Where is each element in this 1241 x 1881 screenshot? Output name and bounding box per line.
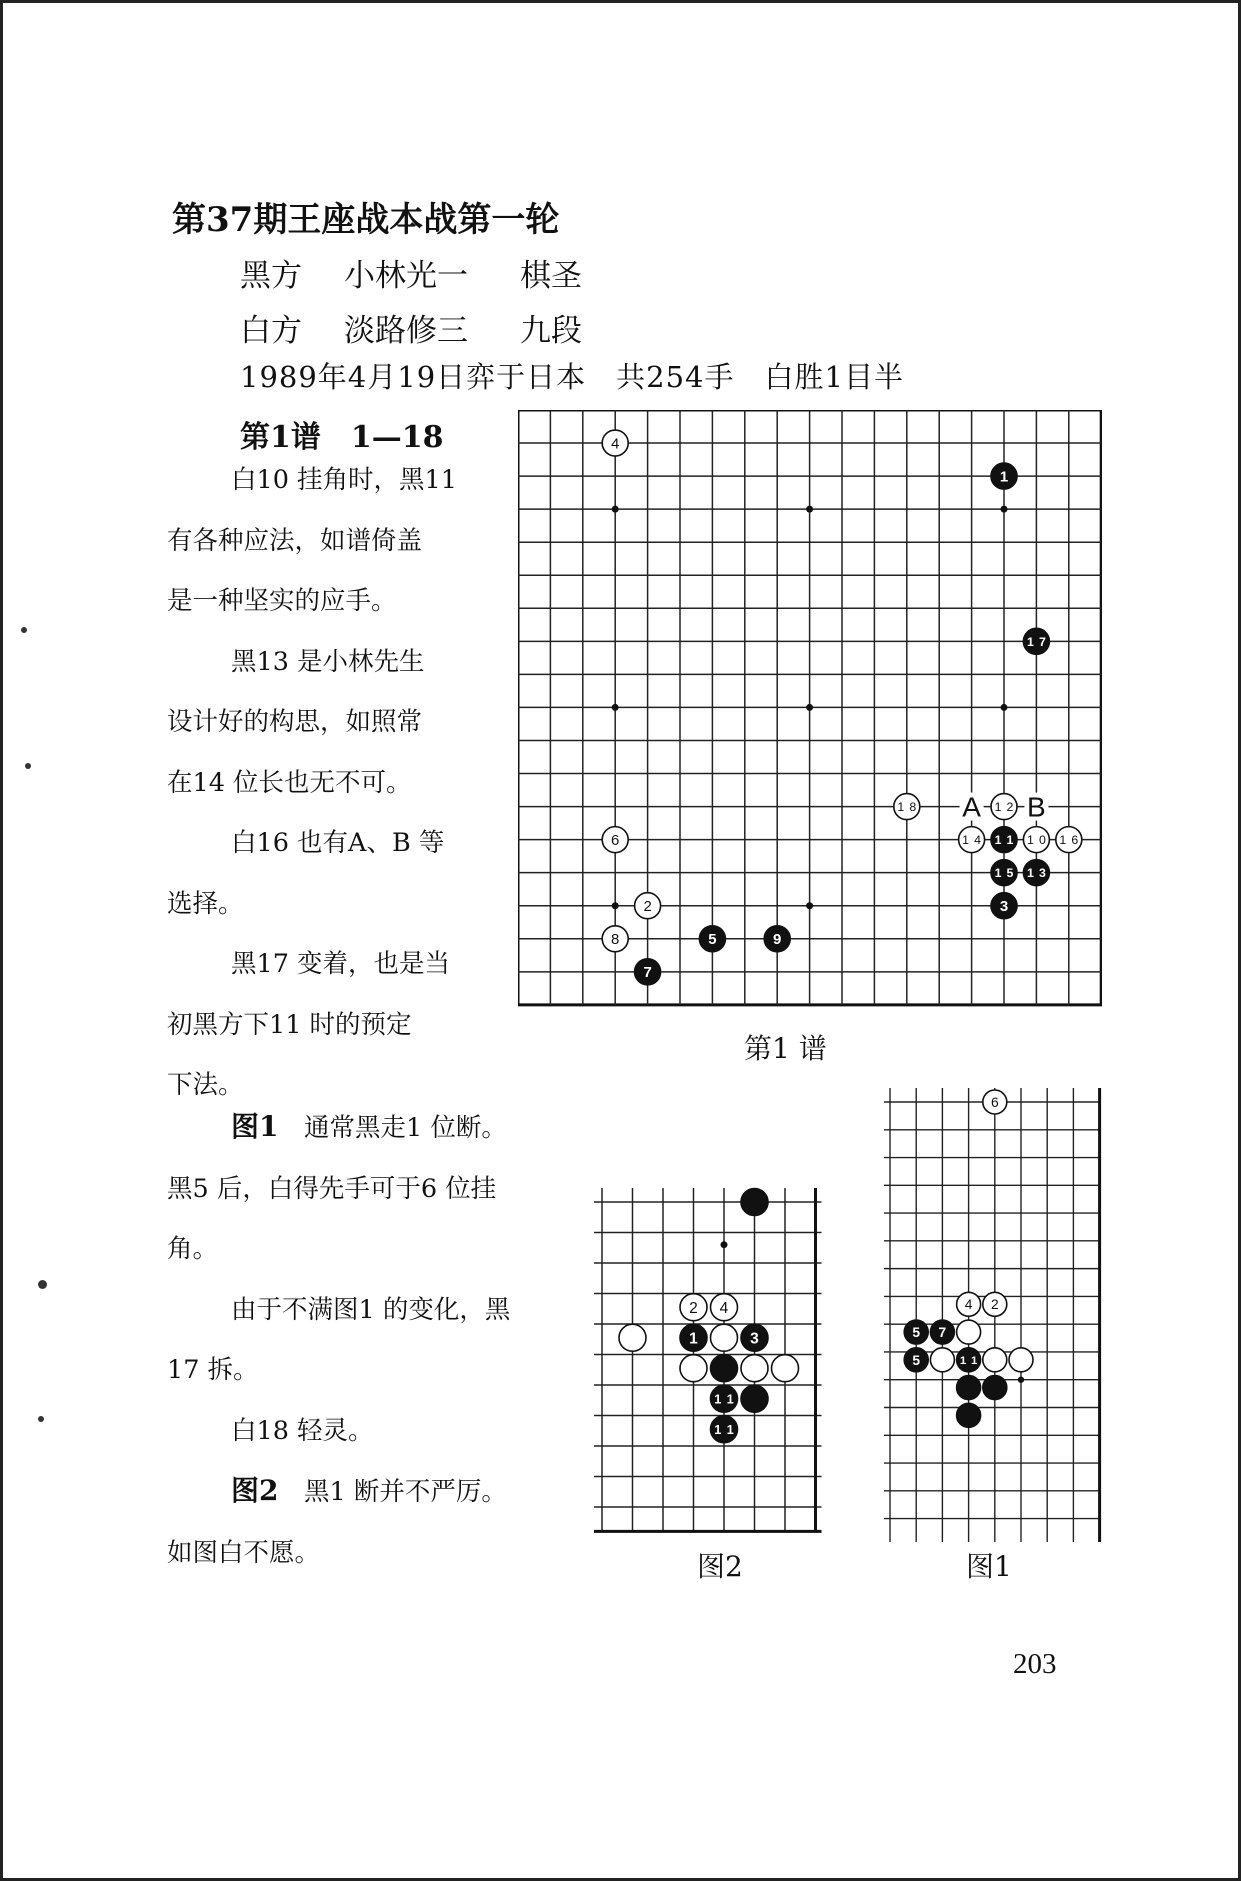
- commentary-line: [167, 1523, 510, 1584]
- move-number: 1: [999, 468, 1009, 486]
- move-number: 5: [912, 1352, 921, 1368]
- white-stone: [959, 827, 985, 853]
- scan-speck: [38, 1280, 47, 1289]
- star-point: [806, 902, 813, 909]
- black-stone: [991, 463, 1017, 489]
- black-stone: [711, 1416, 738, 1443]
- white-stone: [1023, 827, 1049, 853]
- black-stone: [991, 827, 1017, 853]
- white-rank: 九段: [520, 313, 582, 349]
- fig1-go-board: [884, 1088, 1106, 1542]
- commentary-line: 白16 也有A、B 等: [231, 828, 445, 858]
- white-stone: [711, 1324, 738, 1351]
- move-number: 7: [938, 1325, 947, 1341]
- star-point: [1018, 1377, 1024, 1383]
- star-point: [612, 506, 619, 513]
- black-stone: [711, 1385, 738, 1412]
- commentary-line: [167, 1461, 510, 1523]
- white-stone: [680, 1294, 707, 1321]
- white-player-line: [240, 305, 740, 349]
- black-stone: [983, 1376, 1007, 1400]
- white-stone: [983, 1090, 1007, 1114]
- position-letter: A: [962, 791, 981, 823]
- white-stone: [983, 1292, 1007, 1316]
- position-letter: B: [1027, 791, 1046, 823]
- star-point: [1001, 704, 1008, 711]
- record-title: 第1谱 1—18: [240, 420, 444, 455]
- black-stone: [741, 1385, 768, 1412]
- stone-disc: [711, 1324, 738, 1351]
- scan-speck: [25, 763, 31, 769]
- star-point: [806, 506, 813, 513]
- stone-disc: [1009, 1348, 1033, 1372]
- move-number: 15: [994, 866, 1014, 881]
- commentary-line: 在14 位长也无不可。: [167, 767, 412, 798]
- scan-speck: [21, 627, 27, 633]
- white-stone: [602, 926, 628, 952]
- star-point: [721, 1241, 728, 1248]
- white-stone: [1009, 1348, 1033, 1372]
- move-number: 14: [962, 833, 982, 848]
- white-stone: [619, 1324, 646, 1351]
- black-stone: [764, 926, 790, 952]
- move-number: 4: [719, 1299, 729, 1317]
- white-label: 白方: [240, 313, 302, 349]
- move-number: 8: [611, 931, 620, 949]
- black-stone: [1023, 860, 1049, 886]
- fig2-caption: 图2: [697, 1550, 743, 1583]
- stone-disc: [957, 1376, 981, 1400]
- move-number: 13: [1026, 866, 1046, 881]
- move-number: 18: [897, 800, 917, 815]
- stone-disc: [930, 1348, 954, 1372]
- white-stone: [711, 1294, 738, 1321]
- move-number: 11: [959, 1354, 978, 1367]
- commentary-line: [167, 1280, 510, 1341]
- white-stone: [957, 1292, 981, 1316]
- star-point: [1001, 506, 1008, 513]
- commentary-line: 下法。: [167, 1070, 244, 1100]
- move-number: 4: [964, 1297, 973, 1313]
- black-stone: [957, 1403, 981, 1427]
- move-number: 5: [912, 1325, 921, 1341]
- white-stone: [983, 1348, 1007, 1372]
- commentary-text: 黑5 后，白得先手可于6 位挂: [167, 1173, 497, 1204]
- main-board-caption: 第1 谱: [744, 1032, 827, 1065]
- black-stone: [957, 1348, 981, 1372]
- commentary-text: 如图白不愿。: [167, 1537, 321, 1568]
- commentary-line: [167, 1401, 510, 1462]
- stone-disc: [741, 1189, 768, 1216]
- commentary-line: 有各种应法，如谱倚盖: [167, 525, 423, 556]
- commentary-text: 黑1 断并不严厉。: [278, 1477, 507, 1507]
- stone-disc: [741, 1385, 768, 1412]
- stone-disc: [983, 1376, 1007, 1400]
- scan-speck: [38, 1416, 44, 1422]
- commentary-line: [167, 1159, 510, 1220]
- move-number: 6: [611, 832, 620, 850]
- white-stone: [602, 827, 628, 853]
- black-label: 黑方: [240, 258, 302, 294]
- star-point: [806, 704, 813, 711]
- move-number: 11: [714, 1421, 734, 1437]
- commentary-line: 初黑方下11 时的预定: [167, 1009, 412, 1040]
- white-stone: [772, 1355, 799, 1382]
- commentary-line: [167, 1340, 510, 1401]
- commentary-line: [167, 1097, 510, 1159]
- black-stone: [930, 1320, 954, 1344]
- stone-disc: [619, 1324, 646, 1351]
- commentary-line: 是一种坚实的应手。: [167, 586, 397, 616]
- move-number: 5: [708, 931, 717, 949]
- stone-disc: [957, 1403, 981, 1427]
- figure-ref-label: 图2: [231, 1474, 279, 1507]
- white-stone: [680, 1355, 707, 1382]
- white-stone: [1056, 827, 1082, 853]
- black-stone: [699, 926, 725, 952]
- move-number: 11: [994, 833, 1014, 848]
- star-point: [612, 902, 619, 909]
- black-stone: [904, 1320, 928, 1344]
- commentary-text: 17 拆。: [167, 1355, 259, 1385]
- stone-disc: [957, 1320, 981, 1344]
- move-number: 10: [1026, 833, 1046, 848]
- black-stone: [680, 1324, 707, 1351]
- commentary-line: 黑17 变着，也是当: [231, 949, 451, 979]
- move-number: 2: [689, 1299, 698, 1317]
- black-stone: [991, 860, 1017, 886]
- move-number: 11: [714, 1391, 734, 1407]
- white-name: 淡路修三: [344, 313, 468, 349]
- commentary-line: 设计好的构思，如照常: [167, 707, 423, 737]
- commentary-line: 黑13 是小林先生: [231, 646, 425, 677]
- star-point: [612, 704, 619, 711]
- commentary-line: [167, 1219, 510, 1280]
- commentary-text: 通常黑走1 位断。: [278, 1113, 507, 1143]
- commentary-text: 角。: [167, 1234, 219, 1264]
- black-stone: [957, 1376, 981, 1400]
- move-number: 9: [773, 931, 782, 949]
- white-stone: [957, 1320, 981, 1344]
- stone-disc: [711, 1355, 738, 1382]
- page-title: 第37期王座战本战第一轮: [172, 200, 560, 240]
- black-stone: [635, 959, 661, 985]
- move-number: 2: [643, 898, 652, 916]
- white-stone: [894, 794, 920, 820]
- black-player-line: [240, 250, 740, 294]
- move-number: 16: [1059, 833, 1079, 848]
- black-stone: [711, 1355, 738, 1382]
- black-rank: 棋圣: [520, 258, 582, 294]
- page-number: 203: [1013, 1648, 1057, 1680]
- move-number: 1: [689, 1330, 698, 1348]
- fig2-go-board: [594, 1186, 840, 1542]
- black-stone: [904, 1348, 928, 1372]
- white-stone: [602, 430, 628, 456]
- move-number: 3: [999, 898, 1009, 916]
- move-number: 6: [990, 1094, 999, 1110]
- commentary-1: [167, 450, 457, 1116]
- main-go-board: [518, 410, 1102, 1015]
- stone-disc: [772, 1355, 799, 1382]
- commentary-line: 白10 挂角时，黑11: [231, 465, 458, 495]
- stone-disc: [741, 1355, 768, 1382]
- move-number: 17: [1026, 634, 1046, 649]
- commentary-text: 白18 轻灵。: [231, 1415, 374, 1446]
- black-stone: [991, 893, 1017, 919]
- move-number: 7: [643, 964, 652, 982]
- white-stone: [635, 893, 661, 919]
- white-stone: [741, 1355, 768, 1382]
- black-stone: [1023, 628, 1049, 654]
- stone-disc: [983, 1348, 1007, 1372]
- black-stone: [741, 1189, 768, 1216]
- black-name: 小林光一: [344, 258, 468, 294]
- commentary-2: [167, 1097, 510, 1583]
- stone-disc: [680, 1355, 707, 1382]
- move-number: 2: [990, 1297, 999, 1313]
- commentary-text: 由于不满图1 的变化，黑: [231, 1294, 511, 1325]
- white-stone: [930, 1348, 954, 1372]
- figure-ref-label: 图1: [231, 1110, 279, 1143]
- commentary-line: 选择。: [167, 888, 244, 919]
- game-info: 1989年4月19日弈于日本 共254手 白胜1目半: [240, 360, 904, 394]
- fig1-caption: 图1: [966, 1550, 1012, 1583]
- move-number: 12: [994, 800, 1014, 815]
- move-number: 4: [611, 435, 620, 453]
- white-stone: [991, 794, 1017, 820]
- move-number: 3: [750, 1330, 759, 1348]
- black-stone: [741, 1324, 768, 1351]
